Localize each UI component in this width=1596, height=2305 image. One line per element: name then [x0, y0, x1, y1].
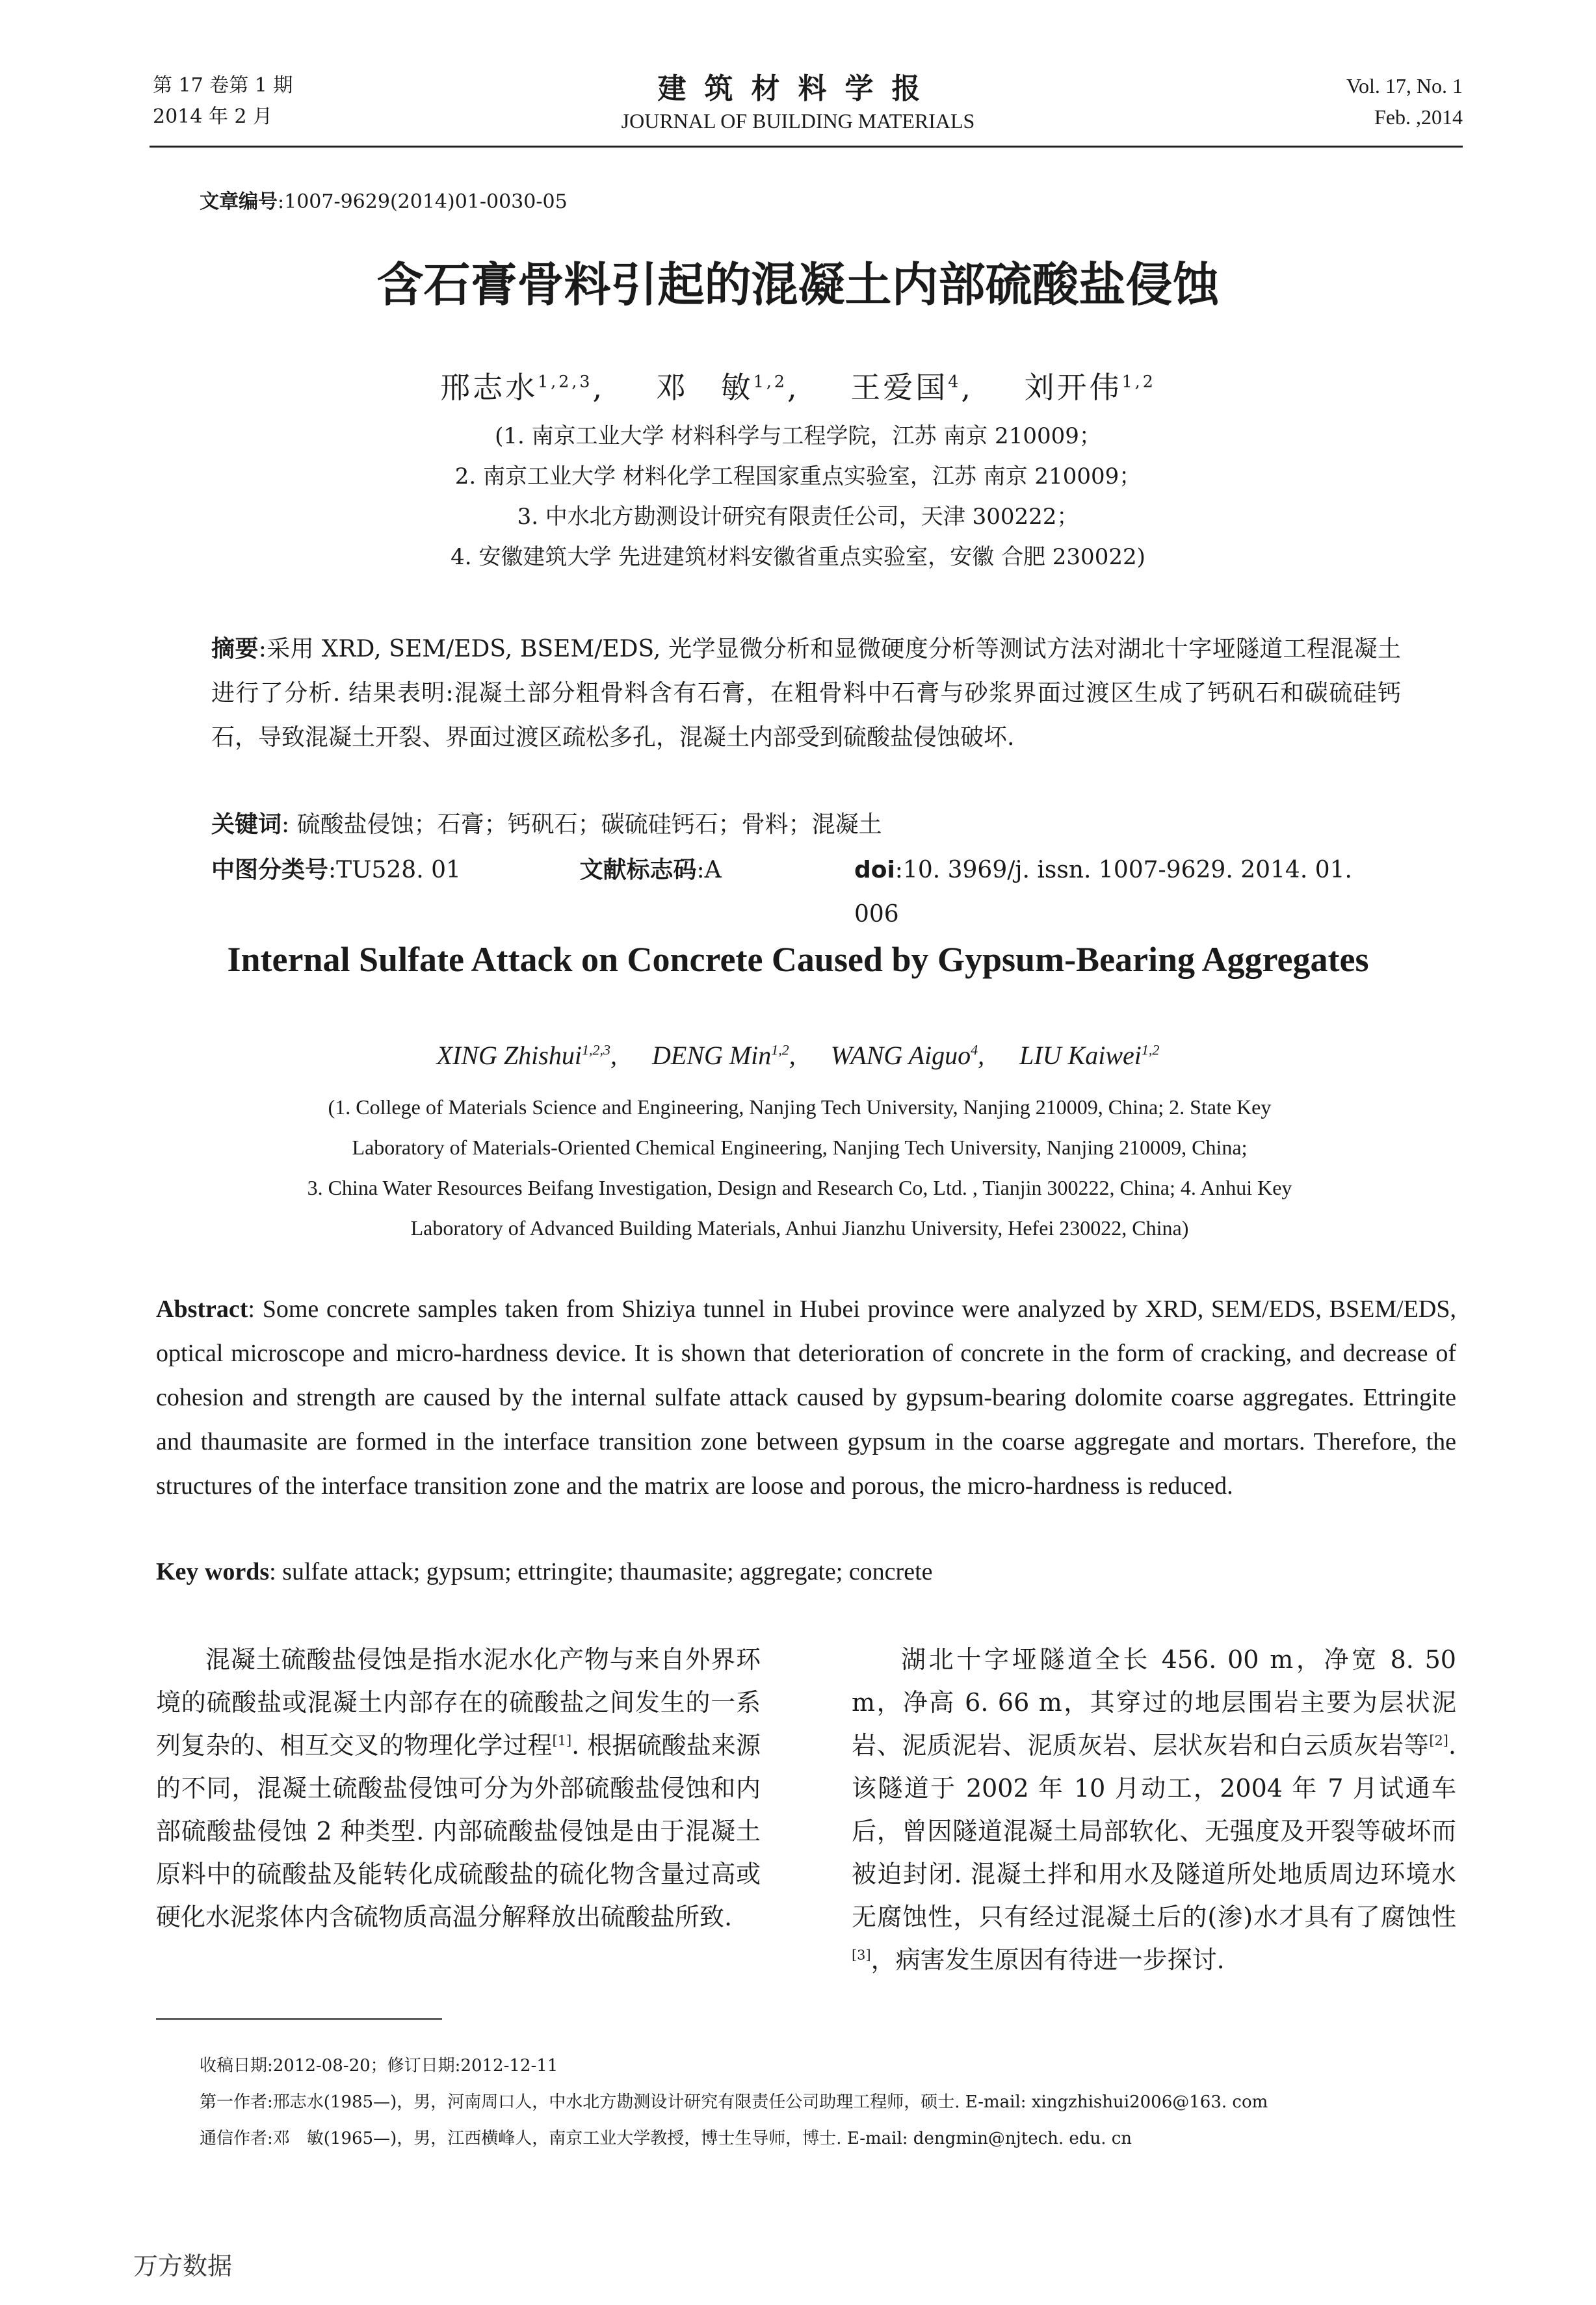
- body-column-left: [156, 1638, 761, 1938]
- title-en: Internal Sulfate Attack on Concrete Caused by Gypsum-Bearing Aggregates: [227, 940, 1369, 979]
- author-en: DENG Min$^{1,2}$,: [651, 1041, 796, 1070]
- keywords-cn-text: : 硫酸盐侵蚀；石膏；钙矾石；碳硫硅钙石；骨料；混凝土: [281, 811, 882, 838]
- affiliation-line: 3. China Water Resources Beifang Investigation, Design and Research Co, Ltd. , Tianjin 300222, China; 4. Anhui Key: [307, 1176, 1292, 1199]
- author-en: XING Zhishui$^{1,2,3}$,: [436, 1041, 617, 1070]
- keywords-en-text: : sulfate attack; gypsum; ettringite; thaumasite; aggregate; concrete: [269, 1558, 933, 1585]
- volume-issue-en: Vol. 17, No. 1: [1346, 74, 1463, 98]
- author-cn: 邢志水$^{1,2,3}$,: [440, 370, 605, 405]
- author-en: LIU Kaiwei$^{1,2}$: [1019, 1041, 1160, 1070]
- affiliation-line: 4. 安徽建筑大学 先进建筑材料安徽省重点实验室，安徽 合肥 230022): [451, 544, 1145, 570]
- classification-line: [211, 848, 1401, 937]
- citation: [3]: [852, 1947, 871, 1963]
- authors-en: [0, 1040, 1596, 1071]
- abstract-cn-label: 摘要: [211, 636, 259, 662]
- footnote-first-author: 第一作者:邢志水(1985—)，男，河南周口人，中水北方勘测设计研究有限责任公司助理工程师，硕士. E-mail: xingzhishui2006@163. com: [200, 2092, 1268, 2112]
- footnote-rule: [156, 2018, 442, 2020]
- watermark: 万方数据: [133, 2252, 233, 2280]
- journal-name-cn: 建筑材料学报: [657, 72, 939, 105]
- affiliations-en: [163, 1087, 1437, 1248]
- keywords-cn-label: 关键词: [211, 811, 282, 838]
- authors-cn: [0, 364, 1596, 407]
- clc-code: 中图分类号:TU528. 01: [211, 857, 461, 883]
- author-cn: 王爱国$^4$,: [850, 370, 973, 405]
- keywords-cn: [211, 803, 1401, 847]
- article-number-label: 文章编号: [200, 190, 278, 213]
- doi: doi:10. 3969/j. issn. 1007-9629. 2014. 01. 006: [854, 857, 1352, 928]
- affiliation-line: (1. 南京工业大学 材料科学与工程学院，江苏 南京 210009；: [495, 423, 1101, 449]
- abstract-cn: [211, 627, 1401, 760]
- article-number: [200, 185, 568, 214]
- author-cn: 刘开伟$^{1,2}$: [1024, 370, 1156, 405]
- document-code: 文献标志码:A: [579, 857, 722, 883]
- affiliation-line: Laboratory of Advanced Building Materials, Anhui Jianzhu University, Hefei 230022, China): [410, 1216, 1189, 1240]
- body-paragraph: 混凝土硫酸盐侵蚀是指水泥水化产物与来自外界环境的硫酸盐或混凝土内部存在的硫酸盐之间发生的一系列复杂的、相互交叉的物理化学过程[1]. 根据硫酸盐来源的不同，混凝土硫酸盐侵蚀可分为外部硫酸盐侵蚀和内部硫酸盐侵蚀 2 种类型. 内部硫酸盐侵蚀是由于混凝土原料中的硫酸盐及能转化成硫酸盐的硫化物含量过高或硬化水泥浆体内含硫物质高温分解释放出硫酸盐所致.: [156, 1645, 761, 1931]
- article-number-value: :1007-9629(2014)01-0030-05: [278, 190, 568, 213]
- date-en: Feb. ,2014: [1374, 105, 1463, 129]
- affiliation-line: (1. College of Materials Science and Engineering, Nanjing Tech University, Nanjing 210009, China; 2. State Key: [328, 1095, 1272, 1119]
- affiliation-line: 3. 中水北方勘测设计研究有限责任公司，天津 300222；: [517, 504, 1079, 530]
- abstract-en: [156, 1287, 1456, 1508]
- footnote-received: 收稿日期:2012-08-20；修订日期:2012-12-11: [200, 2056, 558, 2076]
- abstract-en-label: Abstract: [156, 1296, 248, 1323]
- keywords-en-label: Key words: [156, 1558, 270, 1585]
- body-column-right: [852, 1638, 1456, 1981]
- footnote-corresponding-author: 通信作者:邓 敏(1965—)，男，江西横峰人，南京工业大学教授，博士生导师，博士. E-mail: dengmin@njtech. edu. cn: [200, 2129, 1132, 2148]
- title-cn: 含石膏骨料引起的混凝土内部硫酸盐侵蚀: [376, 257, 1220, 312]
- keywords-en: [156, 1557, 1456, 1586]
- citation: [1]: [552, 1732, 572, 1749]
- abstract-cn-text: :采用 XRD, SEM/EDS, BSEM/EDS, 光学显微分析和显微硬度分析等测试方法对湖北十字垭隧道工程混凝土进行了分析. 结果表明:混凝土部分粗骨料含有石膏，在粗骨料中石膏与砂浆界面过渡区生成了钙矾石和碳硫硅钙石，导致混凝土开裂、界面过渡区疏松多孔，混凝土内部受到硫酸盐侵蚀破坏.: [211, 636, 1401, 751]
- author-en: WANG Aiguo$^4$,: [830, 1041, 985, 1070]
- citation: [2]: [1429, 1732, 1448, 1749]
- date-cn: 2014 年 2 月: [153, 105, 273, 128]
- running-header-right: [1346, 70, 1463, 133]
- header-rule: [150, 146, 1463, 148]
- journal-name-en: JOURNAL OF BUILDING MATERIALS: [621, 109, 975, 133]
- affiliations-cn: [0, 416, 1596, 577]
- affiliation-line: Laboratory of Materials-Oriented Chemical Engineering, Nanjing Tech University, Nanjing 210009, China;: [352, 1136, 1248, 1159]
- body-paragraph: 湖北十字垭隧道全长 456. 00 m，净宽 8. 50 m，净高 6. 66 m，其穿过的地层围岩主要为层状泥岩、泥质泥岩、泥质灰岩、层状灰岩和白云质灰岩等[2]. 该隧道于 2002 年 10 月动工，2004 年 7 月试通车后，曾因隧道混凝土局部软化、无强度及开裂等破坏而被迫封闭. 混凝土拌和用水及隧道所处地质周边环境水无腐蚀性，只有经过混凝土后的(渗)水才具有了腐蚀性[3]，病害发生原因有待进一步探讨.: [852, 1645, 1456, 1974]
- author-cn: 邓 敏$^{1,2}$,: [655, 370, 800, 405]
- abstract-en-text: : Some concrete samples taken from Shiziya tunnel in Hubei province were analyzed by XRD, SEM/EDS, BSEM/EDS, optical microscope and micro-hardness device. It is shown that deterioration of concrete in the form of cracking, and decrease of cohesion and strength are caused by the internal sulfate attack caused by gypsum-bearing dolomite coarse aggregates. Ettringite and thaumasite are formed in the interface transition zone between gypsum in the coarse aggregate and mortars. Therefore, the structures of the interface transition zone and the matrix are loose and porous, the micro-hardness is reduced.: [156, 1296, 1456, 1500]
- volume-issue-cn: 第 17 卷第 1 期: [153, 74, 293, 97]
- affiliation-line: 2. 南京工业大学 材料化学工程国家重点实验室，江苏 南京 210009；: [454, 463, 1142, 489]
